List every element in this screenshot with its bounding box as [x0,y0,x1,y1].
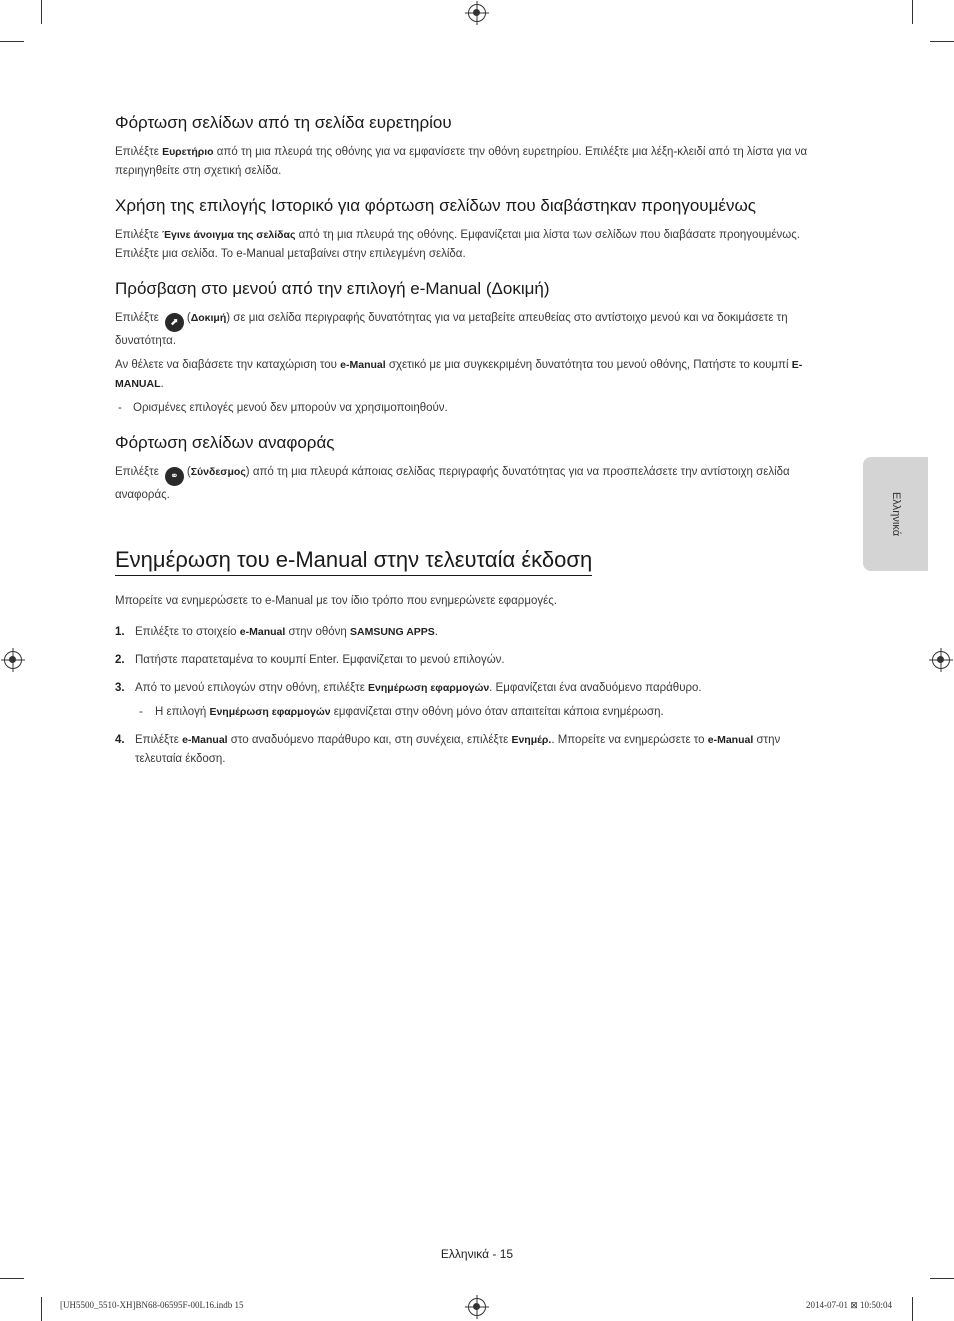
page-number: Ελληνικά - 15 [440,1247,514,1261]
menu-term: Ενημέρωση εφαρμογών [368,682,490,694]
registration-mark-icon [468,1298,486,1316]
text: . [434,626,438,638]
steps-list [115,623,830,769]
intro-paragraph: Μπορείτε να ενημερώσετε το e-Manual με τον ίδιο τρόπο που ενημερώνετε εφαρμογές. [115,595,557,607]
menu-term: Ευρετήριο [162,146,214,158]
menu-term: Σύνδεσμος [190,466,246,478]
note-text: Ορισμένες επιλογές μενού δεν μπορούν να χρησιμοποιηθούν. [133,402,448,414]
section-heading: Χρήση της επιλογής Ιστορικό για φόρτωση σελίδων που διαβάστηκαν προηγουμένως [115,196,756,215]
text: . Εμφανίζεται ένα αναδυόμενο παράθυρο. [489,682,702,694]
section-try-now [115,278,830,418]
step-number: 3. [115,682,125,694]
section-paragraph [115,143,830,181]
text: . Μπορείτε να ενημερώσετε το [551,734,708,746]
text: Από το μενού επιλογών στην οθόνη, επιλέξτε [135,682,369,694]
text: . [160,378,164,390]
text: σχετικό με μια συγκεκριμένη δυνατότητα του μενού οθόνης, Πατήστε το κουμπί [385,359,792,371]
text: στην τελευταία έκδοση. [135,734,781,765]
text: στην οθόνη [285,626,350,638]
page-content [115,112,830,778]
language-side-tab [863,457,928,571]
text: από τη μια πλευρά της οθόνης. Εμφανίζεται μια λίστα των σελίδων που διαβάσατε προηγουμένως. Επιλέξτε μια σελίδα. Το e-Manual μεταβαίνει στην επιλεγμένη σελίδα. [115,229,800,260]
registration-mark-icon [468,4,486,22]
menu-term: e-Manual [707,734,754,746]
section-links [115,432,830,505]
try-now-icon: ⬈ [165,313,184,332]
section-paragraph [115,356,830,394]
crop-mark [930,1278,954,1279]
list-item [115,651,830,670]
menu-term: Δοκιμή [190,312,227,324]
text: Επιλέξτε [135,734,183,746]
sub-note [135,703,830,722]
text: Επιλέξτε το στοιχείο [135,626,240,638]
crop-mark [912,0,913,24]
crop-mark [41,1297,42,1321]
section-history [115,195,830,264]
text: από τη μια πλευρά της οθόνης για να εμφανίσετε την οθόνη ευρετηρίου. Επιλέξτε μια λέξη-κλειδί από τη λίστα για να περιηγηθείτε στη σχετική σελίδα. [115,146,808,177]
text: Πατήστε παρατεταμένα το κουμπί Enter. Εμφανίζεται το μενού επιλογών. [135,654,505,666]
section-heading: Πρόσβαση στο μενού από την επιλογή e-Manual (Δοκιμή) [115,279,550,298]
text: ) από τη μια πλευρά κάποιας σελίδας περιγραφής δυνατότητας για να προσπελάσετε την αντίστοιχη σελίδα αναφοράς. [115,466,790,501]
text: εμφανίζεται στην οθόνη μόνο όταν απαιτείται κάποια ενημέρωση. [330,706,664,718]
section-index [115,112,830,181]
text: Επιλέξτε [115,146,163,158]
menu-term: e-Manual [182,734,228,746]
note [115,399,830,418]
text: Η επιλογή [155,706,210,718]
menu-term: e-Manual [340,359,386,371]
registration-mark-icon [4,651,22,669]
text: Επιλέξτε [115,229,163,241]
crop-mark [930,41,954,42]
step-number: 4. [115,734,125,746]
crop-mark [41,0,42,24]
section-paragraph: Επιλέξτε ⬈ (Δοκιμή) σε μια σελίδα περιγραφής δυνατότητας για να μεταβείτε απευθείας στο αντίστοιχο μενού και να δοκιμάσετε τη δυνατότητα. [115,312,788,347]
crop-mark [0,1278,24,1279]
text: στο αναδυόμενο παράθυρο και, στη συνέχεια, επιλέξτε [227,734,512,746]
text: Επιλέξτε [115,312,159,324]
section-paragraph [115,226,830,264]
menu-term: SAMSUNG APPS [350,626,435,638]
section-paragraph: Επιλέξτε ⚭ (Σύνδεσμος) από τη μια πλευρά κάποιας σελίδας περιγραφής δυνατότητας για να προσπελάσετε την αντίστοιχη σελίδα αναφοράς. [115,466,790,501]
list-item [115,623,830,642]
text: Αν θέλετε να διαβάσετε την καταχώριση του [115,359,341,371]
crop-mark [0,41,24,42]
menu-term: Έγινε άνοιγμα της σελίδας [162,229,296,241]
text: Επιλέξτε [115,466,159,478]
text: ) σε μια σελίδα περιγραφής δυνατότητας για να μεταβείτε απευθείας στο αντίστοιχο μενού και να δοκιμάσετε τη δυνατότητα. [115,312,788,347]
dash-icon: - [139,706,143,718]
list-item [115,731,830,769]
step-number: 1. [115,626,125,638]
button-term: E-MANUAL [115,359,803,390]
menu-term: e-Manual [239,626,286,638]
menu-term: Ενημέρωση εφαρμογών [209,706,331,718]
list-item [115,679,830,722]
section-heading: Φόρτωση σελίδων από τη σελίδα ευρετηρίου [115,113,452,132]
link-icon: ⚭ [165,467,184,486]
main-heading: Ενημέρωση του e-Manual στην τελευταία έκδοση [115,547,592,576]
step-number: 2. [115,654,125,666]
section-heading: Φόρτωση σελίδων αναφοράς [115,433,335,452]
menu-term: Ενημέρ. [511,734,552,746]
dash-icon: - [118,402,122,414]
language-label: Ελληνικά [889,491,902,537]
print-timestamp: 2014-07-01 ⊠ 10:50:04 [805,1300,892,1310]
print-file-info: [UH5500_5510-XH]BN68-06595F-00L16.indb 15 [60,1300,244,1310]
crop-mark [912,1297,913,1321]
registration-mark-icon [932,651,950,669]
